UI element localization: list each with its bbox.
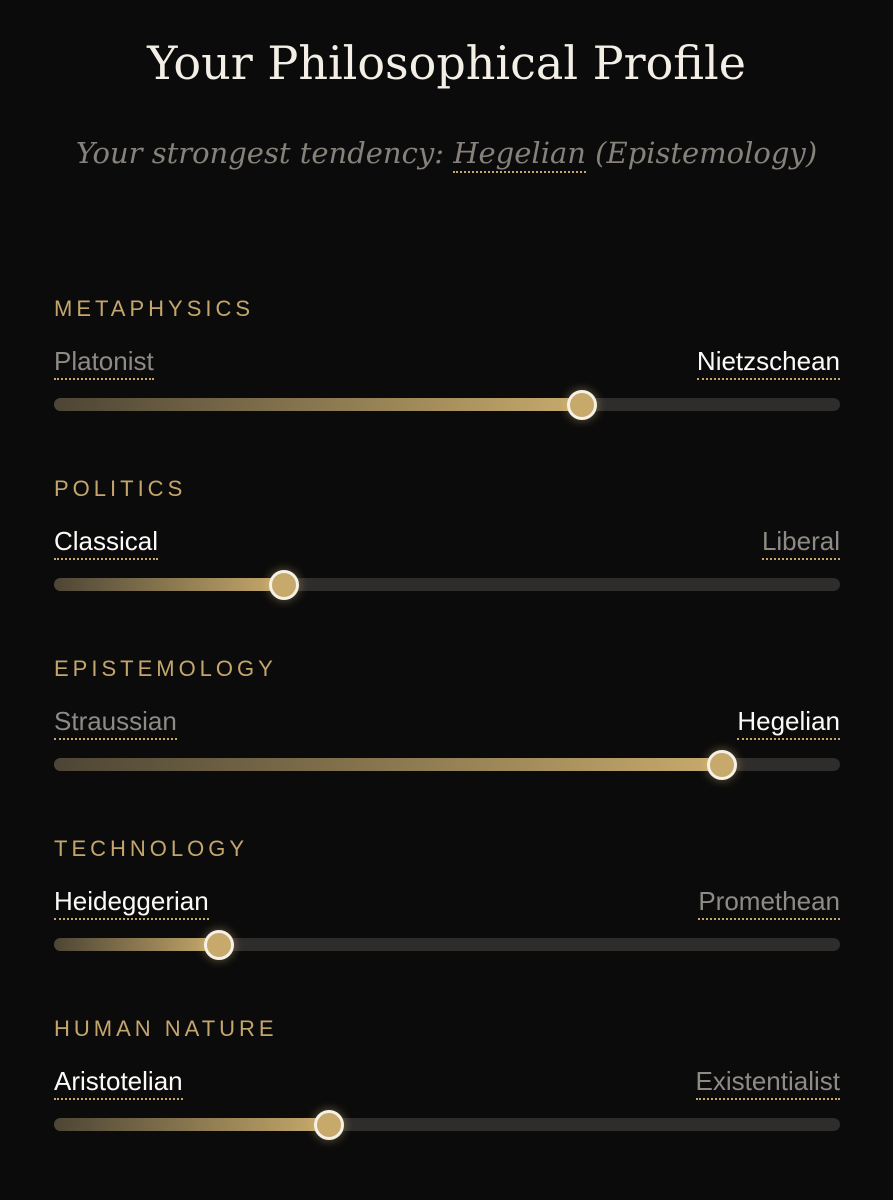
slider-track[interactable] <box>54 758 840 771</box>
slider-thumb[interactable] <box>314 1110 344 1140</box>
left-pole-label[interactable]: Aristotelian <box>54 1066 183 1100</box>
slider-thumb[interactable] <box>567 390 597 420</box>
left-pole-label[interactable]: Straussian <box>54 706 177 740</box>
section-label: HUMAN NATURE <box>54 1016 278 1041</box>
subtitle-suffix: (Epistemology) <box>585 136 818 170</box>
section-label: EPISTEMOLOGY <box>54 656 277 681</box>
slider-section-technology <box>54 836 840 986</box>
slider-fill <box>54 938 219 951</box>
slider-thumb[interactable] <box>204 930 234 960</box>
section-label: METAPHYSICS <box>54 296 255 321</box>
left-pole-label[interactable]: Platonist <box>54 346 154 380</box>
slider-fill <box>54 758 722 771</box>
slider-section-epistemology <box>54 656 840 806</box>
slider-fill <box>54 398 582 411</box>
slider-thumb[interactable] <box>707 750 737 780</box>
right-pole-label[interactable]: Nietzschean <box>697 346 840 380</box>
strongest-tendency-link[interactable]: Hegelian <box>453 136 586 173</box>
right-pole-label[interactable]: Existentialist <box>696 1066 841 1100</box>
slider-track[interactable] <box>54 578 840 591</box>
slider-section-human-nature <box>54 1016 840 1166</box>
left-pole-label[interactable]: Heideggerian <box>54 886 209 920</box>
right-pole-label[interactable]: Hegelian <box>737 706 840 740</box>
slider-track[interactable] <box>54 938 840 951</box>
slider-thumb[interactable] <box>269 570 299 600</box>
slider-track[interactable] <box>54 398 840 411</box>
left-pole-label[interactable]: Classical <box>54 526 158 560</box>
subtitle-prefix: Your strongest tendency: <box>75 136 454 170</box>
section-label: POLITICS <box>54 476 187 501</box>
slider-section-politics <box>54 476 840 626</box>
slider-fill <box>54 578 284 591</box>
page-title: Your Philosophical Profile <box>147 36 746 90</box>
right-pole-label[interactable]: Liberal <box>762 526 840 560</box>
slider-section-metaphysics <box>54 296 840 446</box>
strongest-tendency-subtitle <box>0 136 893 170</box>
section-label: TECHNOLOGY <box>54 836 249 861</box>
slider-fill <box>54 1118 329 1131</box>
slider-track[interactable] <box>54 1118 840 1131</box>
right-pole-label[interactable]: Promethean <box>698 886 840 920</box>
